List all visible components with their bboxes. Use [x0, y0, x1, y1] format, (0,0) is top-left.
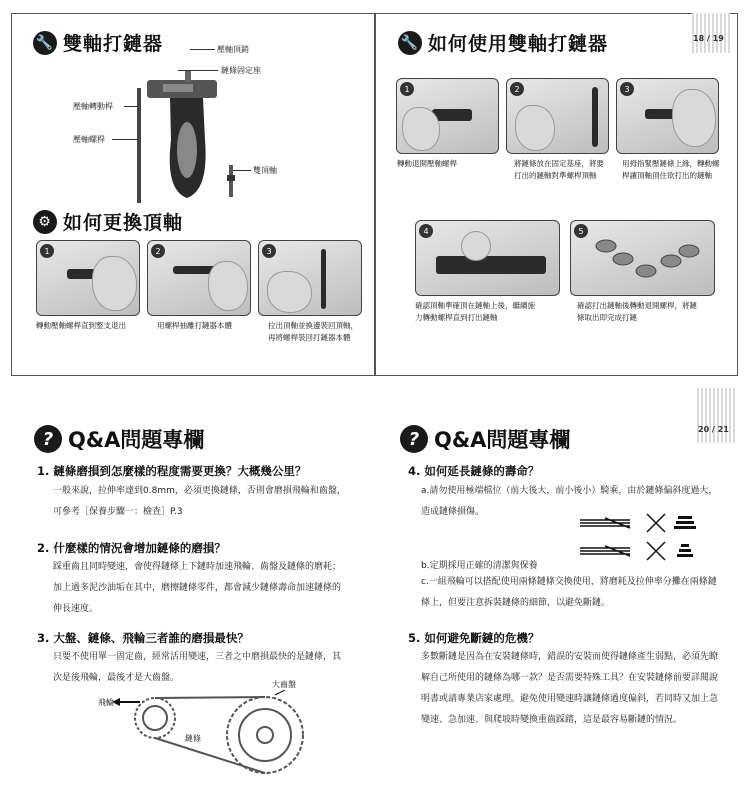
- answer-4b: b.定期採用正確的清潔與保養: [421, 561, 538, 571]
- replace-step-caption-3: 拉出頂軸並換邊裝回頂軸，再將螺桿裝回打鏈器本體: [268, 321, 358, 342]
- qa-title-left-text: Q&A問題專欄: [68, 428, 205, 452]
- use-step-caption-2: 將鏈條放在固定基座，將要打出的鏈軸對準螺桿頂軸: [514, 159, 604, 180]
- page-number: 20 / 21: [698, 425, 729, 434]
- diagram-label-freewheel: 飛輪: [98, 698, 114, 707]
- question-4: 4. 如何延長鏈條的壽命？: [408, 464, 540, 478]
- label-pin: 壓軸頂銷: [217, 45, 249, 54]
- step-number: 1: [40, 244, 54, 258]
- use-step-photo-2: [506, 78, 609, 154]
- gear-icon: ⚙: [33, 210, 57, 234]
- use-step-caption-5: 確認打出鏈軸後轉動退開螺桿，將鏈條取出即完成打鏈: [577, 301, 697, 322]
- replace-step-photo-3: [258, 240, 362, 316]
- use-step-photo-4: [415, 220, 560, 296]
- diagram-label-chainring: 大齒盤: [272, 680, 296, 689]
- question-icon: ?: [34, 425, 62, 453]
- step-number: 5: [574, 224, 588, 238]
- qa-title-left: [34, 424, 204, 454]
- tool-shape: [321, 249, 326, 309]
- step-number: 3: [262, 244, 276, 258]
- label-seat: 鏈條固定座: [221, 66, 261, 75]
- answer-4c: c.一組飛輪可以搭配使用兩條鏈條交換使用，將磨耗及拉伸率分攤在兩條鏈條上，但要注意拆裝鏈條的細節，以避免斷鏈。: [421, 577, 717, 608]
- use-step-photo-1: [396, 78, 499, 154]
- step-number: 4: [419, 224, 433, 238]
- leader-axle: [233, 170, 251, 171]
- how-to-use-title: [398, 29, 608, 56]
- page-number: 18 / 19: [693, 34, 724, 43]
- label-screw: 壓軸螺桿: [73, 135, 105, 144]
- replace-axle-title-text: 如何更換頂軸: [63, 212, 184, 234]
- label-handle: 壓軸轉動桿: [73, 102, 113, 111]
- answer-4a: a.請勿使用極端檔位（前大後大，前小後小）騎乘，由於鏈條偏斜度過大，造成鏈條損傷。: [421, 486, 718, 517]
- replace-axle-title: [33, 208, 183, 235]
- hand-shape: [402, 107, 440, 151]
- use-step-caption-1: 轉動退開壓軸螺桿: [397, 159, 457, 168]
- replace-step-caption-2: 用螺桿抽離打鏈器本體: [157, 321, 232, 330]
- drivetrain-diagram: [100, 690, 310, 780]
- use-step-caption-3: 用拇指緊壓鏈條上緣，轉動螺桿讓頂軸頂住欲打出的鏈軸: [622, 159, 720, 180]
- leader-seat: [178, 70, 218, 71]
- hand-shape: [92, 256, 137, 311]
- hand-shape: [672, 89, 716, 147]
- answer-5: 多數斷鏈是因為在安裝鏈條時，錯誤的安裝而使得鏈條產生弱點，必須先瞭解自己所使用的鏈條為哪一款？是否需要特殊工具？在安裝鏈條前要詳閱說明書或請專業店家處理。避免使用變速時讓鏈條過度偏斜，若同時又加上急變速、急加速、與爬坡時變換重齒踩踏，這是最容易斷鏈的情況。: [421, 652, 719, 725]
- tool-title-text: 雙軸打鏈器: [63, 33, 164, 55]
- tool-title: [33, 29, 163, 56]
- how-to-use-title-text: 如何使用雙軸打鏈器: [428, 33, 609, 55]
- leader-pin: [190, 49, 215, 50]
- step-number: 3: [620, 82, 634, 96]
- replace-step-photo-2: [147, 240, 251, 316]
- use-step-photo-5: [570, 220, 715, 296]
- qa-title-right-text: Q&A問題專欄: [434, 428, 571, 452]
- hand-shape: [267, 271, 312, 313]
- diagram-label-chain: 鏈條: [185, 734, 201, 743]
- answer-3: 只要不使用單一固定齒，經常活用變速，三者之中磨損最快的是鏈條，其次是後飛輪，最後才是大齒盤。: [53, 652, 342, 683]
- replace-step-photo-1: [36, 240, 140, 316]
- question-1: 1. 鏈條磨損到怎麼樣的程度需要更換？大概幾公里？: [37, 464, 307, 478]
- label-axle: 雙頂軸: [253, 166, 277, 175]
- tool-shape: [436, 256, 546, 274]
- leader-handle: [124, 106, 138, 107]
- hand-shape: [208, 261, 248, 311]
- chain-tool-illustration: [125, 70, 235, 220]
- qa-title-right: [400, 424, 570, 454]
- hand-shape: [461, 231, 491, 261]
- use-step-caption-4: 確認頂軸準確頂在鏈軸上後，繼續施力轉動螺桿直到打出鏈軸: [415, 301, 535, 322]
- leader-screw: [112, 139, 138, 140]
- hand-shape: [515, 105, 555, 151]
- question-icon: ?: [400, 425, 428, 453]
- step-number: 1: [400, 82, 414, 96]
- tool-shape: [592, 87, 598, 147]
- question-5: 5. 如何避免斷鏈的危機？: [408, 631, 540, 645]
- use-step-photo-3: [616, 78, 719, 154]
- step-number: 2: [151, 244, 165, 258]
- wrench-icon: 🔧: [398, 31, 422, 55]
- answer-2: 踩重齒且同時變速，會使得鏈條上下鏈時加速飛輪、齒盤及鏈條的磨耗；加上過多泥沙油垢在其中，磨擦鏈條零件，都會減少鏈條壽命加速鏈條的伸長速度。: [53, 562, 342, 614]
- answer-1: 一般來說，拉伸率達到0.8mm，必須更換鏈條，否則會磨損飛輪和齒盤，可參考［保養步驟一：檢查］P.3: [53, 486, 346, 517]
- page-tab-stripes: [692, 13, 730, 53]
- wrench-icon: 🔧: [33, 31, 57, 55]
- step-number: 2: [510, 82, 524, 96]
- question-2: 2. 什麼樣的情況會增加鏈條的磨損？: [37, 541, 226, 555]
- chain-links-illustration: [591, 231, 701, 291]
- page-tab-stripes: [697, 388, 735, 443]
- replace-step-caption-1: 轉動壓軸螺桿直到整支退出: [36, 321, 126, 330]
- question-3: 3. 大盤、鏈條、飛輪三者誰的磨損最快？: [37, 631, 249, 645]
